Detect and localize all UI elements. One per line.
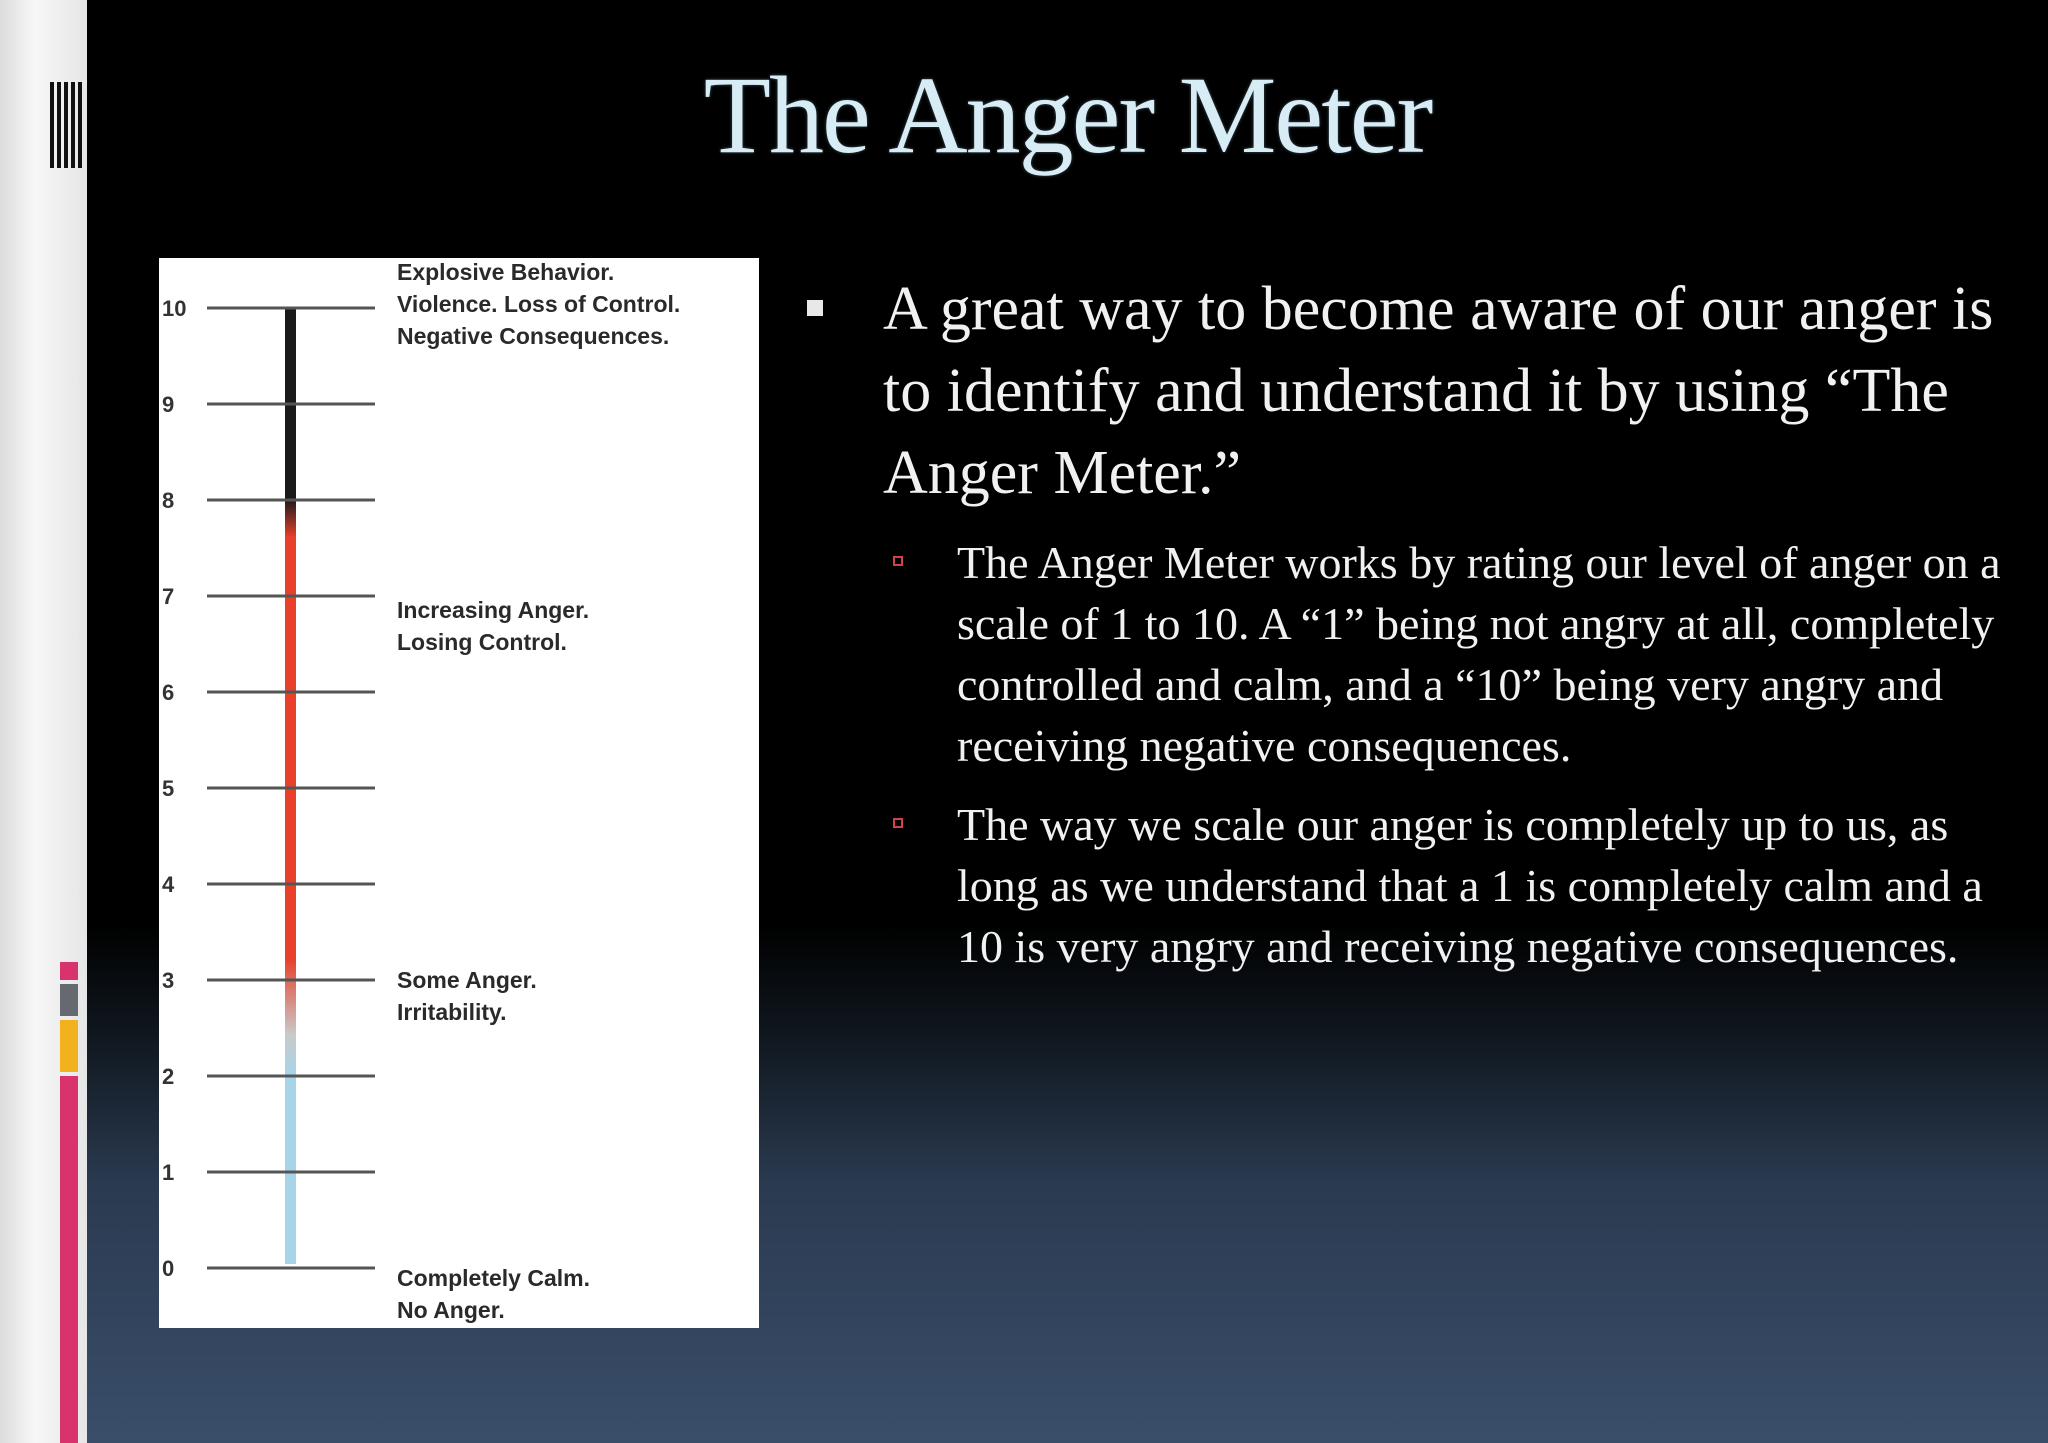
meter-tick-label: 9 [162,392,175,417]
strip-segment-gray [60,984,78,1016]
meter-tick-label: 8 [162,488,175,513]
meter-tick-label: 10 [162,296,187,321]
sub-bullet-text: The way we scale our anger is completely up to us, as long as we understand that a 1 is completely calm and a 10 is very angry and receiving negative consequences. [957,799,1983,972]
meter-tick-label: 0 [162,1256,175,1281]
meter-tick-label: 4 [162,872,175,897]
meter-level-label: No Anger. [397,1297,505,1323]
meter-tick-label: 7 [162,584,175,609]
meter-level-label: Completely Calm. [397,1265,590,1291]
hollow-square-bullet-icon [893,818,903,828]
strip-segment-pink-top [60,962,78,980]
meter-level-label: Negative Consequences. [397,323,670,349]
slide-title: The Anger Meter [703,54,1432,176]
meter-level-label: Explosive Behavior. [397,259,615,285]
left-decorative-strip [0,0,87,1443]
meter-tick-label: 2 [162,1064,175,1089]
meter-tick-label: 1 [162,1160,175,1185]
meter-level-label: Violence. Loss of Control. [397,291,681,317]
hollow-square-bullet-icon [893,556,903,566]
meter-level-label: Increasing Anger. [397,597,590,623]
anger-meter-svg [159,258,759,1328]
sub-bullet [807,532,2007,776]
slide [87,0,2048,1443]
strip-segment-pink [60,1076,78,1443]
anger-meter-figure [159,258,759,1328]
meter-level-label: Irritability. [397,999,507,1025]
main-bullet [807,268,2007,514]
sub-bullet [807,794,2007,977]
barcode-decoration [50,82,82,168]
meter-tick-label: 6 [162,680,175,705]
meter-tick-label: 5 [162,776,175,801]
meter-level-label: Some Anger. [397,967,537,993]
sub-bullet-text: The Anger Meter works by rating our level of anger on a scale of 1 to 10. A “1” being not angry at all, completely controlled and calm, and a “10” being very angry and receiving negative consequences. [957,537,2001,771]
meter-tick-label: 3 [162,968,175,993]
main-bullet-text: A great way to become aware of our anger is to identify and understand it by using “The Anger Meter.” [883,275,1994,507]
strip-segment-yellow [60,1020,78,1072]
bullet-list [807,268,2007,977]
meter-level-label: Losing Control. [397,629,567,655]
meter-color-bar [285,308,296,1264]
square-bullet-icon [807,300,823,316]
